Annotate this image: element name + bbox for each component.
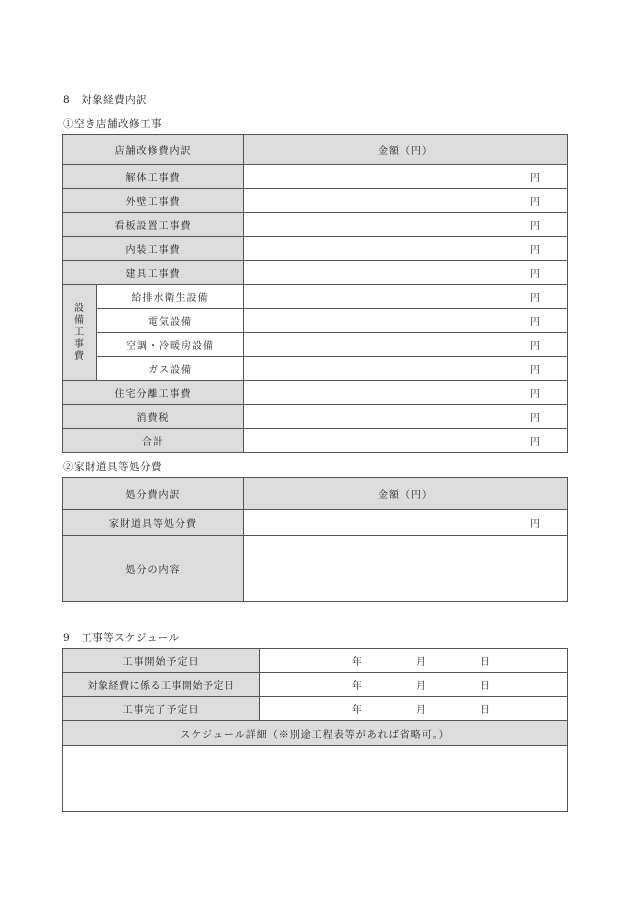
section-9-title: 9 工事等スケジュール xyxy=(63,632,180,644)
row-label: 家財道具等処分費 xyxy=(63,510,244,536)
schedule-table xyxy=(62,648,568,812)
date-cell[interactable] xyxy=(260,673,568,697)
year-unit: 年 xyxy=(352,705,363,716)
store-renovation-table xyxy=(62,134,568,453)
header-item: 処分費内訳 xyxy=(63,478,244,510)
amount-cell[interactable]: 円 xyxy=(244,213,568,237)
row-label: 合計 xyxy=(63,429,244,453)
day-unit: 日 xyxy=(480,705,491,716)
table-row xyxy=(63,649,568,673)
amount-cell[interactable]: 円 xyxy=(244,333,568,357)
table-row xyxy=(63,429,568,453)
row-label: 解体工事費 xyxy=(63,165,244,189)
year-unit: 年 xyxy=(352,657,363,668)
table-row xyxy=(63,536,568,602)
date-cell[interactable] xyxy=(260,649,568,673)
row-label: 看板設置工事費 xyxy=(63,213,244,237)
amount-cell[interactable]: 円 xyxy=(244,429,568,453)
group-char: 備 xyxy=(74,314,85,326)
facility-group-label xyxy=(63,285,97,381)
header-amount: 金額（円） xyxy=(244,478,568,510)
table-row xyxy=(63,673,568,697)
row-label: 建具工事費 xyxy=(63,261,244,285)
table-row xyxy=(63,697,568,721)
amount-cell[interactable]: 円 xyxy=(244,405,568,429)
amount-cell[interactable]: 円 xyxy=(244,237,568,261)
table-header-row xyxy=(63,721,568,746)
table-row xyxy=(63,285,568,309)
header-amount: 金額（円） xyxy=(244,135,568,165)
row-label: 工事完了予定日 xyxy=(63,697,260,721)
group-char: 費 xyxy=(74,350,85,362)
row-label: 電気設備 xyxy=(97,309,244,333)
row-label: 工事開始予定日 xyxy=(63,649,260,673)
table-row xyxy=(63,357,568,381)
schedule-detail-input[interactable] xyxy=(63,746,568,812)
table-row xyxy=(63,746,568,812)
month-unit: 月 xyxy=(416,705,427,716)
table-row xyxy=(63,405,568,429)
month-unit: 月 xyxy=(416,657,427,668)
disposal-table xyxy=(62,477,568,602)
table-row xyxy=(63,213,568,237)
subsection-2-title: ②家財道具等処分費 xyxy=(63,461,162,473)
header-item: 店舗改修費内訳 xyxy=(63,135,244,165)
table-row xyxy=(63,165,568,189)
amount-cell[interactable]: 円 xyxy=(244,165,568,189)
row-label: 住宅分離工事費 xyxy=(63,381,244,405)
table-row xyxy=(63,261,568,285)
day-unit: 日 xyxy=(480,681,491,692)
table-row xyxy=(63,189,568,213)
row-label: ガス設備 xyxy=(97,357,244,381)
amount-cell[interactable]: 円 xyxy=(244,357,568,381)
row-label: 消費税 xyxy=(63,405,244,429)
row-label: 給排水衛生設備 xyxy=(97,285,244,309)
group-char: 設 xyxy=(74,302,85,314)
table-row xyxy=(63,309,568,333)
amount-cell[interactable]: 円 xyxy=(244,285,568,309)
date-cell[interactable] xyxy=(260,697,568,721)
amount-cell[interactable]: 円 xyxy=(244,261,568,285)
table-row xyxy=(63,237,568,261)
row-label: 内装工事費 xyxy=(63,237,244,261)
table-header-row xyxy=(63,135,568,165)
disposal-content-input[interactable] xyxy=(244,536,568,602)
month-unit: 月 xyxy=(416,681,427,692)
table-row xyxy=(63,381,568,405)
table-header-row xyxy=(63,478,568,510)
amount-cell[interactable]: 円 xyxy=(244,189,568,213)
subsection-1-title: ①空き店舗改修工事 xyxy=(63,118,162,130)
schedule-detail-header: スケジュール詳細（※別途工程表等があれば省略可。） xyxy=(63,721,568,746)
group-char: 工 xyxy=(74,326,85,338)
year-unit: 年 xyxy=(352,681,363,692)
table-row xyxy=(63,333,568,357)
amount-cell[interactable]: 円 xyxy=(244,381,568,405)
table-row xyxy=(63,510,568,536)
group-char: 事 xyxy=(74,338,85,350)
row-label: 処分の内容 xyxy=(63,536,244,602)
row-label: 対象経費に係る工事開始予定日 xyxy=(63,673,260,697)
amount-cell[interactable]: 円 xyxy=(244,510,568,536)
row-label: 空調・冷暖房設備 xyxy=(97,333,244,357)
row-label: 外壁工事費 xyxy=(63,189,244,213)
section-8-title: 8 対象経費内訳 xyxy=(63,94,148,106)
day-unit: 日 xyxy=(480,657,491,668)
amount-cell[interactable]: 円 xyxy=(244,309,568,333)
